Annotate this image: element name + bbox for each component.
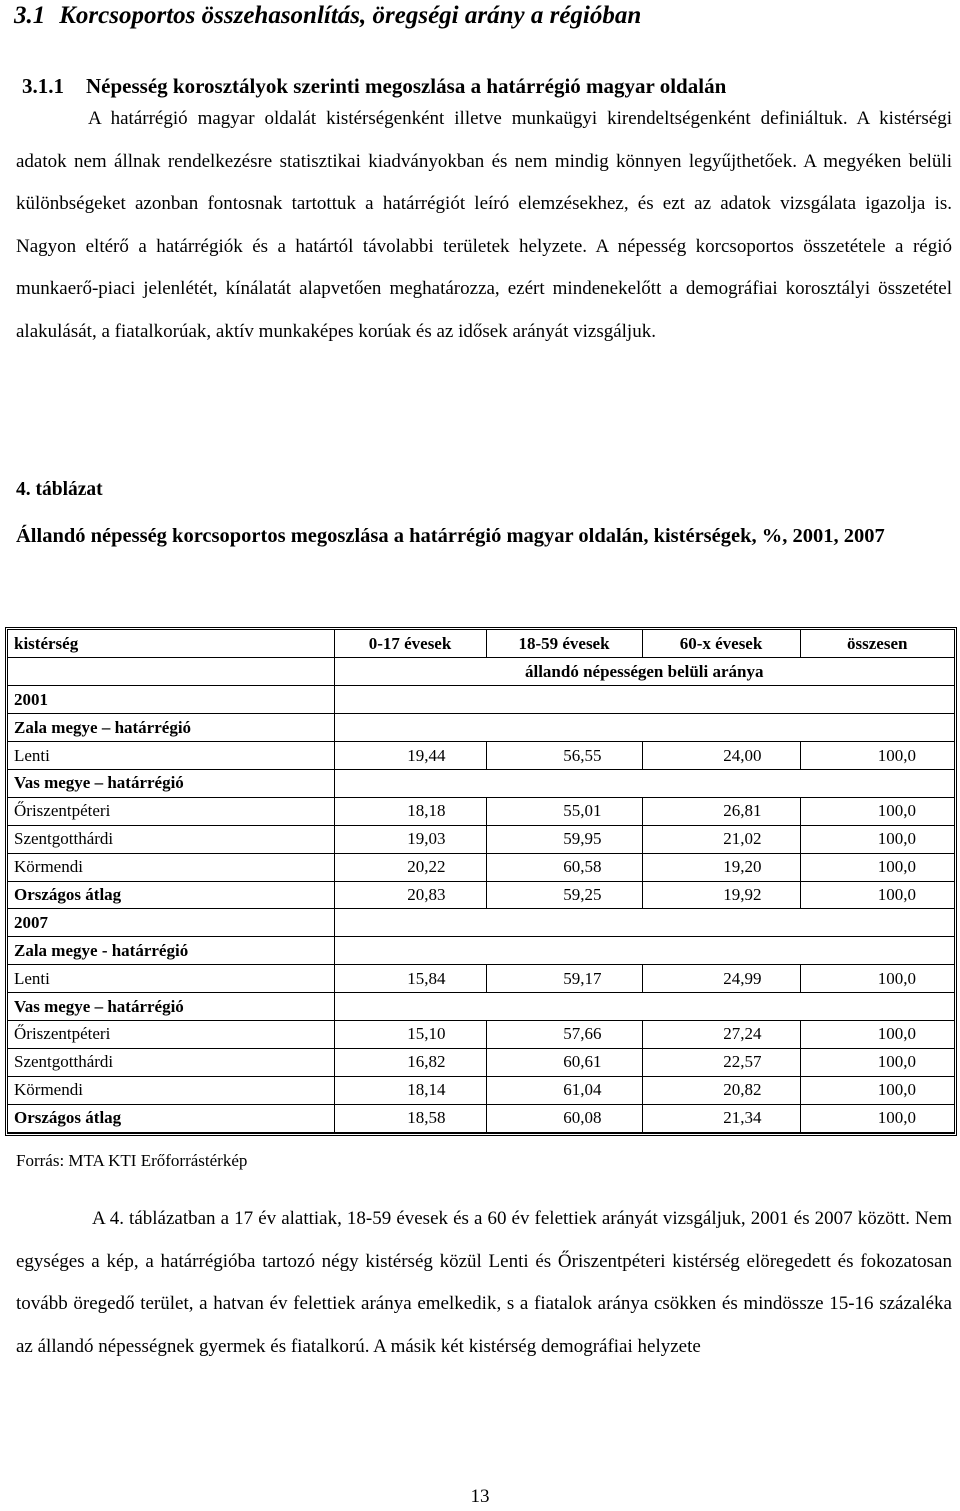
subsection-title: Népesség korosztályok szerinti megoszlása a határrégió magyar oldalán [86, 74, 727, 98]
table-row [8, 853, 954, 881]
value-cell: 55,01 [486, 797, 642, 825]
row-label-cell: Őriszentpéteri [8, 797, 334, 825]
header-cell: 0-17 évesek [334, 630, 486, 658]
row-label-cell: 2007 [8, 909, 334, 937]
value-cell: 19,44 [334, 742, 486, 770]
analysis-paragraph: A 4. táblázatban a 17 év alattiak, 18-59 évesek és a 60 év felettiek arányát vizsgáljuk, 2001 és 2007 között. Nem egységes a kép, a határrégióba tartozó négy kistérség közül Lenti és Őriszentpéteri kistérség elöregedett és fokozatosan tovább öregedő terület, a hatvan év felettiek aránya emelkedik, s a fiatalok aránya csökken és mindössze 15-16 százaléka az állandó népességnek gyermek és fiatalkorú. A másik két kistérség demográfiai helyzete [16, 1208, 952, 1357]
table-header-row [8, 630, 954, 658]
section-number: 3.1 [14, 2, 46, 29]
value-cell: 60,08 [486, 1104, 642, 1132]
header-cell: 18-59 évesek [486, 630, 642, 658]
population-table [5, 627, 957, 1136]
value-cell: 60,58 [486, 853, 642, 881]
table-row [8, 1048, 954, 1076]
header-cell: kistérség [8, 630, 334, 658]
table-row [8, 1076, 954, 1104]
subheader-cell: állandó népességen belüli aránya [334, 658, 954, 686]
table-row [8, 742, 954, 770]
value-cell: 15,84 [334, 965, 486, 993]
value-cell: 21,34 [642, 1104, 800, 1132]
value-cell: 24,00 [642, 742, 800, 770]
value-cell: 20,83 [334, 881, 486, 909]
empty-value-cell [334, 937, 954, 965]
table-section-row [8, 686, 954, 714]
section-heading [14, 0, 641, 32]
table-row [8, 1020, 954, 1048]
table-row [8, 797, 954, 825]
subheader-empty-cell [8, 658, 334, 686]
row-label-cell: Országos átlag [8, 881, 334, 909]
row-label-cell: Országos átlag [8, 1104, 334, 1132]
value-cell: 20,82 [642, 1076, 800, 1104]
value-cell: 100,0 [800, 1020, 954, 1048]
table-title: Állandó népesség korcsoportos megoszlása a határrégió magyar oldalán, kistérségek, %, 2001, 2007 [16, 525, 885, 547]
row-label-cell: Zala megye - határrégió [8, 937, 334, 965]
intro-paragraph: A határrégió magyar oldalát kistérségenként illetve munkaügyi kirendeltségenként definiáltuk. A kistérségi adatok nem állnak rendelkezésre statisztikai kiadványokban és nem mindig könnyen legyűjthetőek. A megyéken belüli különbségeket azonban fontosnak tartottuk a határrégiót leíró elemzésekhez, és ezt az adatok vizsgálata igazolja is. Nagyon eltérő a határrégiók és a határtól távolabbi területek helyzete. A népesség korcsoportos összetétele a régió munkaerő-piaci jelenlétét, kínálatát alapvetően meghatározza, ezért mindenekelőtt a demográfiai korosztályi összetétel alakulását, a fiatalkorúak, aktív munkaképes korúak és az idősek arányát vizsgáljuk. [16, 108, 952, 342]
table-subheader-row [8, 658, 954, 686]
section-title: Korcsoportos összehasonlítás, öregségi arány a régióban [59, 2, 642, 29]
table-row [8, 825, 954, 853]
page-number: 13 [470, 1486, 490, 1507]
table-section-row [8, 714, 954, 742]
table-source: Forrás: MTA KTI Erőforrástérkép [16, 1151, 248, 1170]
value-cell: 15,10 [334, 1020, 486, 1048]
table-total-row [8, 1104, 954, 1132]
value-cell: 100,0 [800, 1048, 954, 1076]
value-cell: 24,99 [642, 965, 800, 993]
row-label-cell: Szentgotthárdi [8, 1048, 334, 1076]
row-label-cell: Őriszentpéteri [8, 1020, 334, 1048]
value-cell: 57,66 [486, 1020, 642, 1048]
value-cell: 18,18 [334, 797, 486, 825]
value-cell: 100,0 [800, 742, 954, 770]
value-cell: 56,55 [486, 742, 642, 770]
row-label-cell: Zala megye – határrégió [8, 714, 334, 742]
value-cell: 19,92 [642, 881, 800, 909]
value-cell: 21,02 [642, 825, 800, 853]
empty-value-cell [334, 714, 954, 742]
row-label-cell: Vas megye – határrégió [8, 769, 334, 797]
row-label-cell: Lenti [8, 965, 334, 993]
value-cell: 19,20 [642, 853, 800, 881]
value-cell: 20,22 [334, 853, 486, 881]
value-cell: 26,81 [642, 797, 800, 825]
empty-value-cell [334, 686, 954, 714]
value-cell: 59,95 [486, 825, 642, 853]
table-total-row [8, 881, 954, 909]
value-cell: 59,17 [486, 965, 642, 993]
row-label-cell: Körmendi [8, 1076, 334, 1104]
table-row [8, 965, 954, 993]
value-cell: 59,25 [486, 881, 642, 909]
row-label-cell: 2001 [8, 686, 334, 714]
population-table-grid [8, 630, 954, 1133]
table-number: 4. táblázat [16, 479, 103, 500]
table-body [8, 630, 954, 1132]
empty-value-cell [334, 769, 954, 797]
empty-value-cell [334, 909, 954, 937]
header-cell: összesen [800, 630, 954, 658]
table-section-row [8, 993, 954, 1021]
value-cell: 60,61 [486, 1048, 642, 1076]
value-cell: 18,58 [334, 1104, 486, 1132]
value-cell: 18,14 [334, 1076, 486, 1104]
value-cell: 100,0 [800, 881, 954, 909]
empty-value-cell [334, 993, 954, 1021]
value-cell: 27,24 [642, 1020, 800, 1048]
row-label-cell: Lenti [8, 742, 334, 770]
value-cell: 100,0 [800, 797, 954, 825]
table-section-row [8, 937, 954, 965]
value-cell: 100,0 [800, 853, 954, 881]
value-cell: 19,03 [334, 825, 486, 853]
subsection-number: 3.1.1 [22, 74, 64, 98]
table-section-row [8, 769, 954, 797]
value-cell: 100,0 [800, 1076, 954, 1104]
value-cell: 100,0 [800, 825, 954, 853]
value-cell: 22,57 [642, 1048, 800, 1076]
value-cell: 100,0 [800, 965, 954, 993]
value-cell: 100,0 [800, 1104, 954, 1132]
value-cell: 16,82 [334, 1048, 486, 1076]
subsection-heading [22, 72, 726, 100]
header-cell: 60-x évesek [642, 630, 800, 658]
value-cell: 61,04 [486, 1076, 642, 1104]
table-section-row [8, 909, 954, 937]
row-label-cell: Vas megye – határrégió [8, 993, 334, 1021]
row-label-cell: Körmendi [8, 853, 334, 881]
row-label-cell: Szentgotthárdi [8, 825, 334, 853]
